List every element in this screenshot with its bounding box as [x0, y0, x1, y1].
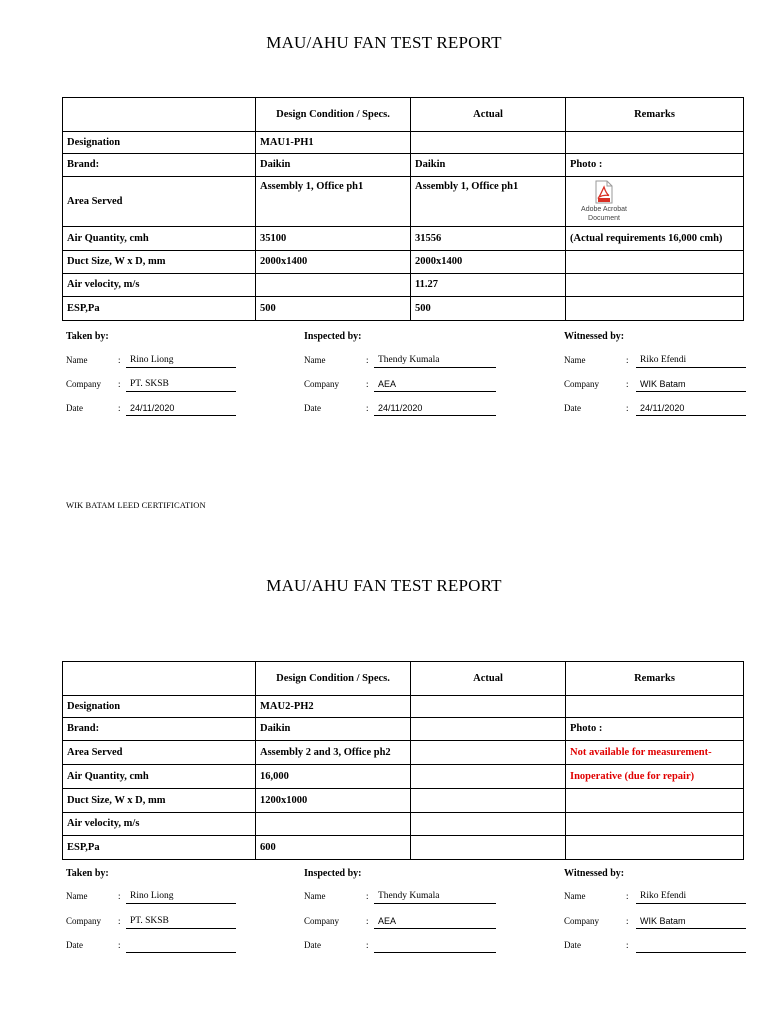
report-2-table [62, 661, 744, 860]
witnessed-company-field[interactable]: WIK Batam [636, 379, 746, 392]
row-label: ESP,Pa [63, 297, 256, 321]
row-actual: 2000x1400 [411, 251, 566, 274]
table-row [63, 836, 744, 860]
witnessed-name-field[interactable]: Riko Efendi [636, 355, 746, 368]
header-actual: Actual [411, 98, 566, 132]
colon: : [366, 940, 369, 950]
row-label: Air Quantity, cmh [63, 227, 256, 251]
inspected-name-row [304, 891, 498, 905]
row-label: Area Served [63, 177, 256, 227]
table-row [63, 297, 744, 321]
name-label: Name [304, 891, 326, 901]
taken-date-row [66, 940, 238, 954]
witnessed-date-field[interactable]: 24/11/2020 [636, 403, 746, 416]
row-design: Assembly 2 and 3, Office ph2 [256, 741, 411, 765]
header-remarks: Remarks [566, 662, 744, 696]
report-1-table [62, 97, 744, 321]
row-actual: 11.27 [411, 274, 566, 297]
row-actual: Daikin [411, 154, 566, 177]
row-actual [411, 789, 566, 813]
witnessed-date-row [564, 940, 748, 954]
witnessed-company-row [564, 916, 748, 930]
inspected-date-field[interactable] [374, 940, 496, 953]
row-remarks [566, 297, 744, 321]
company-label: Company [564, 916, 599, 926]
footer-note: WIK BATAM LEED CERTIFICATION [66, 500, 206, 510]
row-remarks [566, 813, 744, 836]
row-label: Brand: [63, 154, 256, 177]
table-row [63, 251, 744, 274]
row-remarks-attachment [566, 177, 744, 227]
row-design: Assembly 1, Office ph1 [256, 177, 411, 227]
company-label: Company [66, 916, 101, 926]
row-design: 16,000 [256, 765, 411, 789]
header-actual: Actual [411, 662, 566, 696]
colon: : [626, 379, 629, 389]
header-remarks: Remarks [566, 98, 744, 132]
row-remarks [566, 789, 744, 813]
witnessed-date-row [564, 403, 748, 417]
inspected-name-row [304, 355, 498, 369]
row-design: 35100 [256, 227, 411, 251]
header-blank-cell [63, 98, 256, 132]
row-label: Designation [63, 696, 256, 718]
header-blank-cell [63, 662, 256, 696]
table-row [63, 177, 744, 227]
pdf-attachment[interactable] [574, 180, 634, 223]
table-row [63, 696, 744, 718]
row-remarks [566, 274, 744, 297]
inspected-company-field[interactable]: AEA [374, 379, 496, 392]
date-label: Date [564, 403, 581, 413]
table-row [63, 227, 744, 251]
row-design: 600 [256, 836, 411, 860]
pdf-caption-line-2: Document [588, 214, 620, 222]
row-actual [411, 741, 566, 765]
row-remarks: (Actual requirements 16,000 cmh) [566, 227, 744, 251]
inspected-date-row [304, 403, 498, 417]
row-label: Air Quantity, cmh [63, 765, 256, 789]
inspected-date-row [304, 940, 498, 954]
table-row [63, 741, 744, 765]
row-label: Duct Size, W x D, mm [63, 251, 256, 274]
inspected-by-heading: Inspected by: [304, 331, 362, 342]
colon: : [118, 916, 121, 926]
taken-company-field[interactable]: PT. SKSB [126, 916, 236, 929]
row-remarks [566, 251, 744, 274]
report-2-title: MAU/AHU FAN TEST REPORT [266, 576, 502, 595]
colon: : [626, 891, 629, 901]
header-design-condition: Design Condition / Specs. [256, 662, 411, 696]
row-design [256, 274, 411, 297]
row-actual: 500 [411, 297, 566, 321]
colon: : [626, 916, 629, 926]
taken-date-field[interactable]: 24/11/2020 [126, 403, 236, 416]
witnessed-name-row [564, 891, 748, 905]
row-actual [411, 836, 566, 860]
row-label: Duct Size, W x D, mm [63, 789, 256, 813]
header-design-condition: Design Condition / Specs. [256, 98, 411, 132]
table-row [63, 765, 744, 789]
inspected-by-heading: Inspected by: [304, 868, 362, 879]
inspected-name-field[interactable]: Thendy Kumala [374, 891, 496, 904]
row-design: 1200x1000 [256, 789, 411, 813]
inspected-company-row [304, 916, 498, 930]
taken-company-row [66, 916, 238, 930]
taken-name-field[interactable]: Rino Liong [126, 891, 236, 904]
row-label: Brand: [63, 718, 256, 741]
row-remarks: Photo : [566, 154, 744, 177]
company-label: Company [304, 379, 339, 389]
name-label: Name [66, 891, 88, 901]
witnessed-name-field[interactable]: Riko Efendi [636, 891, 746, 904]
date-label: Date [564, 940, 581, 950]
taken-name-row [66, 355, 238, 369]
taken-company-field[interactable]: PT. SKSB [126, 379, 236, 392]
taken-company-row [66, 379, 238, 393]
name-label: Name [304, 355, 326, 365]
date-label: Date [304, 940, 321, 950]
row-actual [411, 718, 566, 741]
colon: : [118, 940, 121, 950]
witnessed-by-heading: Witnessed by: [564, 868, 625, 879]
row-actual: 31556 [411, 227, 566, 251]
row-actual [411, 765, 566, 789]
table-header-row [63, 662, 744, 696]
colon: : [366, 891, 369, 901]
colon: : [366, 355, 369, 365]
table-header-row [63, 98, 744, 132]
table-row [63, 274, 744, 297]
row-design: Daikin [256, 154, 411, 177]
table-row [63, 813, 744, 836]
colon: : [118, 379, 121, 389]
row-remarks-alert: Inoperative (due for repair) [566, 765, 744, 789]
row-design [256, 813, 411, 836]
colon: : [118, 355, 121, 365]
taken-name-row [66, 891, 238, 905]
table-row [63, 718, 744, 741]
pdf-file-icon [594, 180, 614, 204]
row-remarks-alert: Not available for measurement- [566, 741, 744, 765]
witnessed-by-heading: Witnessed by: [564, 331, 625, 342]
taken-date-row [66, 403, 238, 417]
row-remarks: Photo : [566, 718, 744, 741]
witnessed-date-field[interactable] [636, 940, 746, 953]
inspected-date-field[interactable]: 24/11/2020 [374, 403, 496, 416]
row-label: Area Served [63, 741, 256, 765]
row-design: 500 [256, 297, 411, 321]
name-label: Name [66, 355, 88, 365]
row-label: Air velocity, m/s [63, 813, 256, 836]
date-label: Date [66, 940, 83, 950]
taken-name-field[interactable]: Rino Liong [126, 355, 236, 368]
company-label: Company [304, 916, 339, 926]
colon: : [626, 940, 629, 950]
witnessed-company-field[interactable]: WIK Batam [636, 916, 746, 929]
colon: : [626, 403, 629, 413]
colon: : [626, 355, 629, 365]
taken-by-heading: Taken by: [66, 868, 109, 879]
colon: : [366, 403, 369, 413]
row-design: 2000x1400 [256, 251, 411, 274]
name-label: Name [564, 355, 586, 365]
inspected-company-row [304, 379, 498, 393]
row-remarks [566, 132, 744, 154]
taken-date-field[interactable] [126, 940, 236, 953]
row-remarks [566, 696, 744, 718]
table-row [63, 132, 744, 154]
row-design: MAU2-PH2 [256, 696, 411, 718]
row-actual: Assembly 1, Office ph1 [411, 177, 566, 227]
row-label: ESP,Pa [63, 836, 256, 860]
row-remarks [566, 836, 744, 860]
report-1-title: MAU/AHU FAN TEST REPORT [266, 33, 502, 52]
taken-by-heading: Taken by: [66, 331, 109, 342]
row-label: Air velocity, m/s [63, 274, 256, 297]
row-actual [411, 696, 566, 718]
date-label: Date [66, 403, 83, 413]
name-label: Name [564, 891, 586, 901]
company-label: Company [564, 379, 599, 389]
row-design: Daikin [256, 718, 411, 741]
date-label: Date [304, 403, 321, 413]
pdf-caption-line-1: Adobe Acrobat [581, 206, 627, 213]
colon: : [366, 916, 369, 926]
row-design: MAU1-PH1 [256, 132, 411, 154]
row-actual [411, 132, 566, 154]
inspected-company-field[interactable]: AEA [374, 916, 496, 929]
inspected-name-field[interactable]: Thendy Kumala [374, 355, 496, 368]
table-row [63, 789, 744, 813]
witnessed-name-row [564, 355, 748, 369]
row-actual [411, 813, 566, 836]
table-row [63, 154, 744, 177]
row-label: Designation [63, 132, 256, 154]
colon: : [118, 891, 121, 901]
company-label: Company [66, 379, 101, 389]
witnessed-company-row [564, 379, 748, 393]
colon: : [366, 379, 369, 389]
colon: : [118, 403, 121, 413]
